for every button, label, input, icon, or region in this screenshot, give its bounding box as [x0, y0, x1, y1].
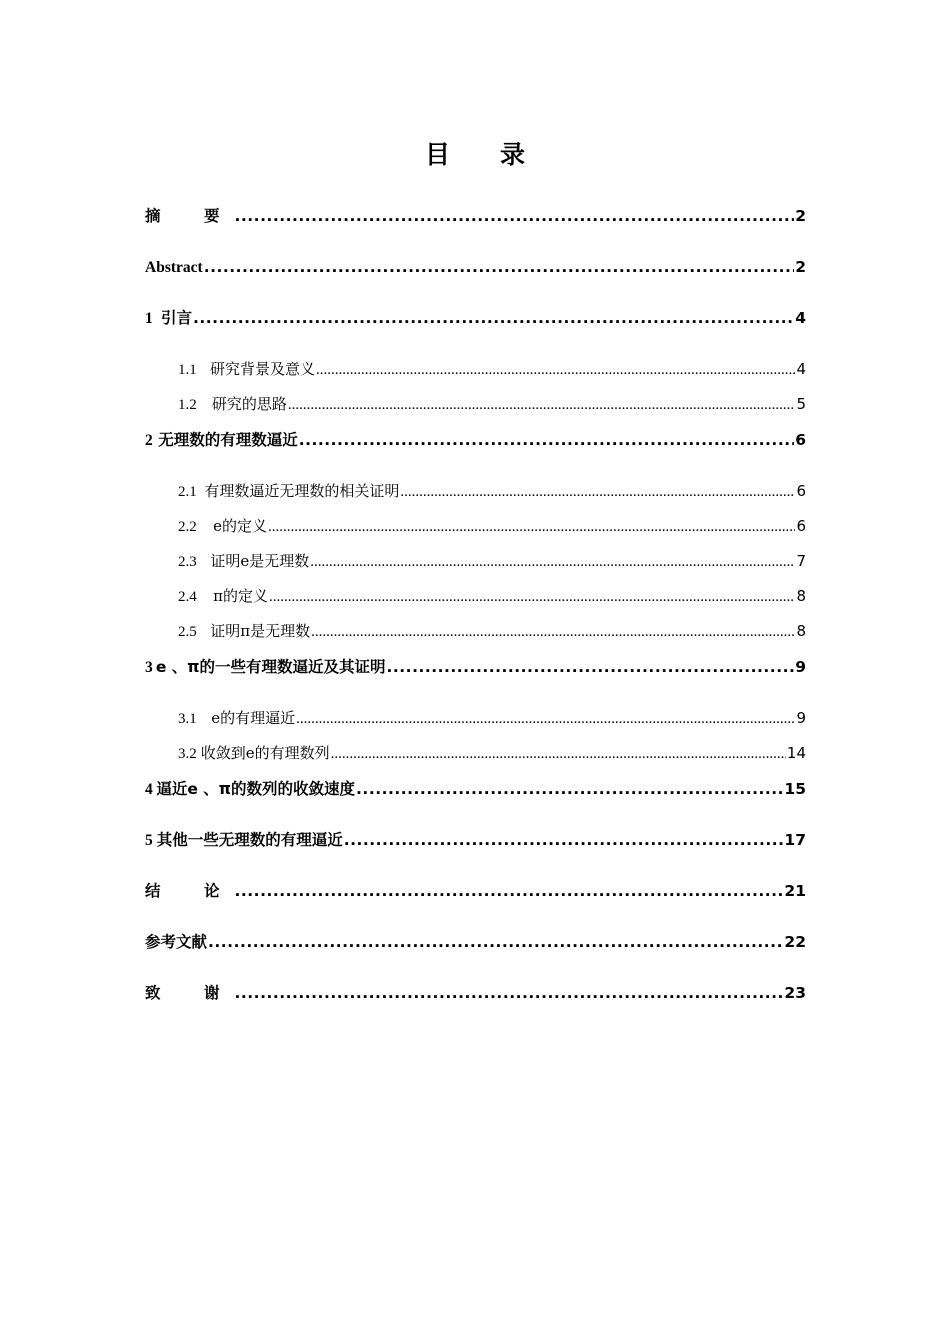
toc-entry-page: 6: [796, 482, 806, 500]
toc-entry-section-1-1[interactable]: [145, 358, 806, 380]
toc-leader-dots: [311, 621, 795, 643]
toc-leader-dots: [269, 586, 796, 608]
title-part-2: 录: [500, 140, 526, 169]
toc-entry-page: 9: [795, 658, 806, 676]
toc-entry-page: 8: [796, 622, 806, 640]
toc-entry-label: 引言: [161, 309, 193, 327]
toc-entry-page: 5: [796, 395, 806, 413]
toc-entry-page: 6: [796, 517, 806, 535]
toc-entry-number: 2.3: [178, 554, 197, 570]
toc-leader-dots: [331, 743, 786, 765]
toc-entry-section-2-3[interactable]: [145, 550, 806, 572]
toc-entry-number: 2.2: [178, 519, 197, 535]
toc-entry-abstract-en[interactable]: [145, 256, 806, 278]
toc-entry-label: 证明e是无理数: [210, 552, 310, 570]
toc-entry-number: 1.2: [178, 397, 197, 413]
toc-entry-section-3-1[interactable]: [145, 707, 806, 729]
toc-leader-dots: [356, 778, 783, 800]
toc-entry-page: 8: [796, 587, 806, 605]
toc-entry-label: 逼近e 、π的数列的收敛速度: [156, 780, 356, 798]
toc-entry-chapter-2[interactable]: [145, 429, 806, 451]
toc-entry-number: 2.4: [178, 589, 197, 605]
toc-entry-page: 23: [784, 984, 806, 1002]
toc-entry-number: 2.5: [178, 624, 197, 640]
toc-entry-number: 5: [145, 832, 153, 849]
toc-entry-label: e的定义: [213, 517, 268, 535]
toc-leader-dots: [288, 394, 796, 416]
toc-entry-page: 14: [786, 744, 806, 762]
toc-entry-label: e的有理逼近: [211, 709, 296, 727]
toc-entry-page: 15: [784, 780, 806, 798]
toc-leader-dots: [344, 829, 784, 851]
title-part-1: 目: [424, 140, 450, 169]
toc-leader-dots: [193, 307, 794, 329]
toc-leader-dots: [235, 982, 784, 1004]
toc-entry-page: 7: [796, 552, 806, 570]
toc-entry-label: 结 论: [145, 882, 234, 900]
toc-entry-number: 3.1: [178, 711, 197, 727]
toc-entry-references[interactable]: [145, 931, 806, 953]
toc-leader-dots: [400, 481, 795, 503]
toc-entry-conclusion[interactable]: [145, 880, 806, 902]
toc-entry-acknowledgements[interactable]: [145, 982, 806, 1004]
toc-entry-number: 1: [145, 310, 153, 327]
toc-entry-label: 致 谢: [145, 984, 234, 1002]
toc-entry-label: 研究的思路: [211, 395, 287, 413]
toc-leader-dots: [235, 880, 784, 902]
toc-leader-dots: [204, 256, 795, 278]
page-title: [0, 135, 950, 171]
toc-entry-section-2-2[interactable]: [145, 515, 806, 537]
toc-entry-abstract-cn[interactable]: [145, 205, 806, 227]
toc-entry-label: 有理数逼近无理数的相关证明: [204, 482, 400, 500]
toc-entry-label: Abstract: [145, 259, 203, 276]
toc-leader-dots: [316, 359, 795, 381]
toc-entry-number: 3: [145, 659, 153, 676]
toc-entry-section-3-2[interactable]: [145, 742, 806, 764]
toc-entry-label: 摘 要: [145, 207, 234, 225]
toc-entry-chapter-1[interactable]: [145, 307, 806, 329]
toc-entry-label: 无理数的有理数逼近: [158, 431, 298, 449]
toc-entry-section-2-1[interactable]: [145, 480, 806, 502]
toc-entry-number: 2: [145, 432, 153, 449]
toc-entry-page: 21: [784, 882, 806, 900]
toc-leader-dots: [310, 551, 795, 573]
toc-entry-section-1-2[interactable]: [145, 393, 806, 415]
toc-entry-page: 2: [795, 258, 806, 276]
toc-entry-page: 4: [795, 309, 806, 327]
toc-entry-number: 2.1: [178, 484, 197, 500]
toc-entry-page: 9: [796, 709, 806, 727]
toc-entry-chapter-3[interactable]: [145, 656, 806, 678]
toc-entry-section-2-5[interactable]: [145, 620, 806, 642]
toc-leader-dots: [296, 708, 795, 730]
toc-entry-label: e 、π的一些有理数逼近及其证明: [155, 658, 386, 676]
toc-entry-chapter-5[interactable]: [145, 829, 806, 851]
toc-leader-dots: [299, 429, 795, 451]
toc-entry-number: 1.1: [178, 362, 197, 378]
toc-entry-page: 6: [795, 431, 806, 449]
toc-leader-dots: [208, 931, 783, 953]
toc-entry-chapter-4[interactable]: [145, 778, 806, 800]
toc-leader-dots: [235, 205, 795, 227]
toc-entry-page: 4: [796, 360, 806, 378]
toc-entry-page: 22: [784, 933, 806, 951]
toc-entry-section-2-4[interactable]: [145, 585, 806, 607]
toc-entry-number: 3.2: [178, 746, 197, 762]
toc-entry-page: 2: [795, 207, 806, 225]
toc-entry-label: 参考文献: [145, 933, 208, 951]
toc-entry-label: π的定义: [213, 587, 268, 605]
toc-entry-label: 证明π是无理数: [210, 622, 311, 640]
toc-entry-label: 研究背景及意义: [209, 360, 315, 378]
toc-entry-label: 收敛到e的有理数列: [200, 744, 330, 762]
toc-leader-dots: [387, 656, 795, 678]
toc-leader-dots: [268, 516, 795, 538]
toc-entry-page: 17: [784, 831, 806, 849]
toc-entry-label: 其他一些无理数的有理逼近: [156, 831, 343, 849]
toc-entry-number: 4: [145, 781, 153, 798]
